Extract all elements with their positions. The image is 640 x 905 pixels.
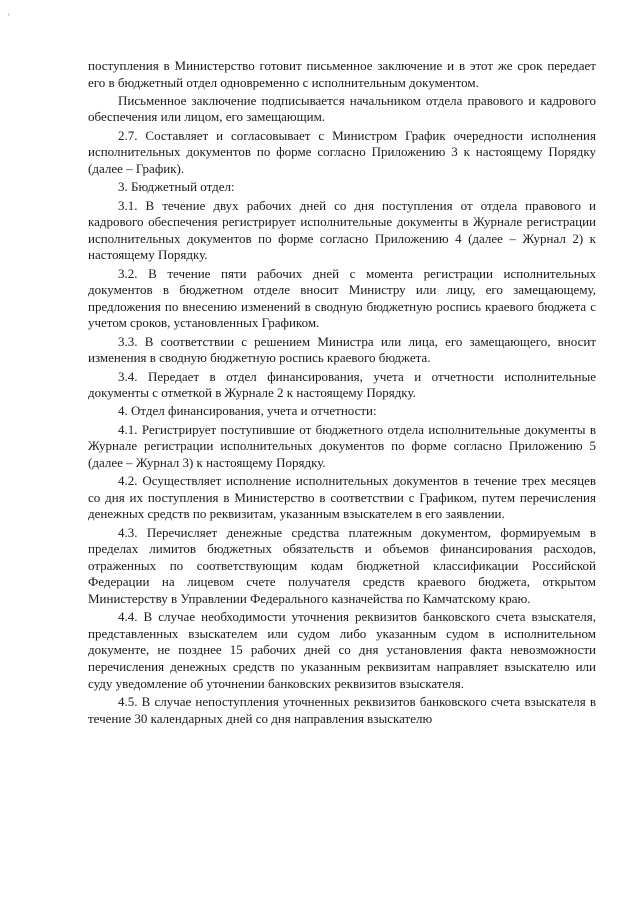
paragraph: 3.3. В соответствии с решением Министра или лица, его замещающего, вносит изменения в сводную бюджетную роспись краевого бюджета. bbox=[88, 333, 596, 366]
document-body bbox=[88, 58, 596, 727]
corner-mark: ' bbox=[8, 12, 10, 22]
paragraph: 2.7. Составляет и согласовывает с Министром График очередности исполнения исполнительных документов по форме согласно Приложению 3 к настоящему Порядку (далее – График). bbox=[88, 127, 596, 176]
paragraph: 3.4. Передает в отдел финансирования, учета и отчетности исполнительные документы с отметкой в Журнале 2 к настоящему Порядку. bbox=[88, 368, 596, 401]
paragraph: 3. Бюджетный отдел: bbox=[118, 179, 235, 195]
paragraph: 3.1. В течение двух рабочих дней со дня поступления от отдела правового и кадрового обеспечения регистрирует исполнительные документы в Журнале регистрации исполнительных документов по форме согласно Приложению 4 (далее – Журнал 2) к настоящему Порядку. bbox=[88, 197, 596, 263]
paragraph: 4.4. В случае необходимости уточнения реквизитов банковского счета взыскателя, представленных взыскателем или судом либо указанным судом в исполнительном документе, не позднее 15 рабочих дней со дня установления факта невозможности перечисления денежных средств по указанным реквизитам направляет взыскателю или суду уведомление об уточнении банковских реквизитов взыскателя. bbox=[88, 609, 596, 691]
paragraph: 4.1. Регистрирует поступившие от бюджетного отдела исполнительные документы в Журнале регистрации исполнительных документов по форме согласно Приложению 5 (далее – Журнал 3) к настоящему Порядку. bbox=[88, 421, 596, 470]
paragraph: поступления в Министерство готовит письменное заключение и в этот же срок передает его в бюджетный отдел одновременно с исполнительным документом. bbox=[88, 58, 596, 90]
paragraph: 4.5. В случае непоступления уточненных реквизитов банковского счета взыскателя в течение 30 календарных дней со дня направления взыскателю bbox=[88, 693, 596, 726]
paragraph: 3.2. В течение пяти рабочих дней с момента регистрации исполнительных документов в бюджетном отделе вносит Министру или лицу, его замещающему, предложения по внесению изменений в сводную бюджетную роспись краевого бюджета с учетом сроков, установленных Графиком. bbox=[88, 265, 596, 331]
paragraph: 4.2. Осуществляет исполнение исполнительных документов в течение трех месяцев со дня их поступления в Министерство в соответствии с Графиком, путем перечисления денежных средств по реквизитам, указанным взыскателем в его заявлении. bbox=[88, 473, 596, 522]
paragraph: 4. Отдел финансирования, учета и отчетности: bbox=[118, 403, 377, 419]
paragraph: Письменное заключение подписывается начальником отдела правового и кадрового обеспечения или лицом, его замещающим. bbox=[88, 92, 596, 125]
paragraph: 4.3. Перечисляет денежные средства платежным документом, формируемым в пределах лимитов бюджетных обязательств и объемов финансирования расходов, отраженных по соответствующим кодам бюджетной классификации Российской Федерации на лицевом счете получателя средств краевого бюджета, открытом Министерству в Управлении Федерального казначейства по Камчатскому краю. bbox=[88, 524, 596, 606]
